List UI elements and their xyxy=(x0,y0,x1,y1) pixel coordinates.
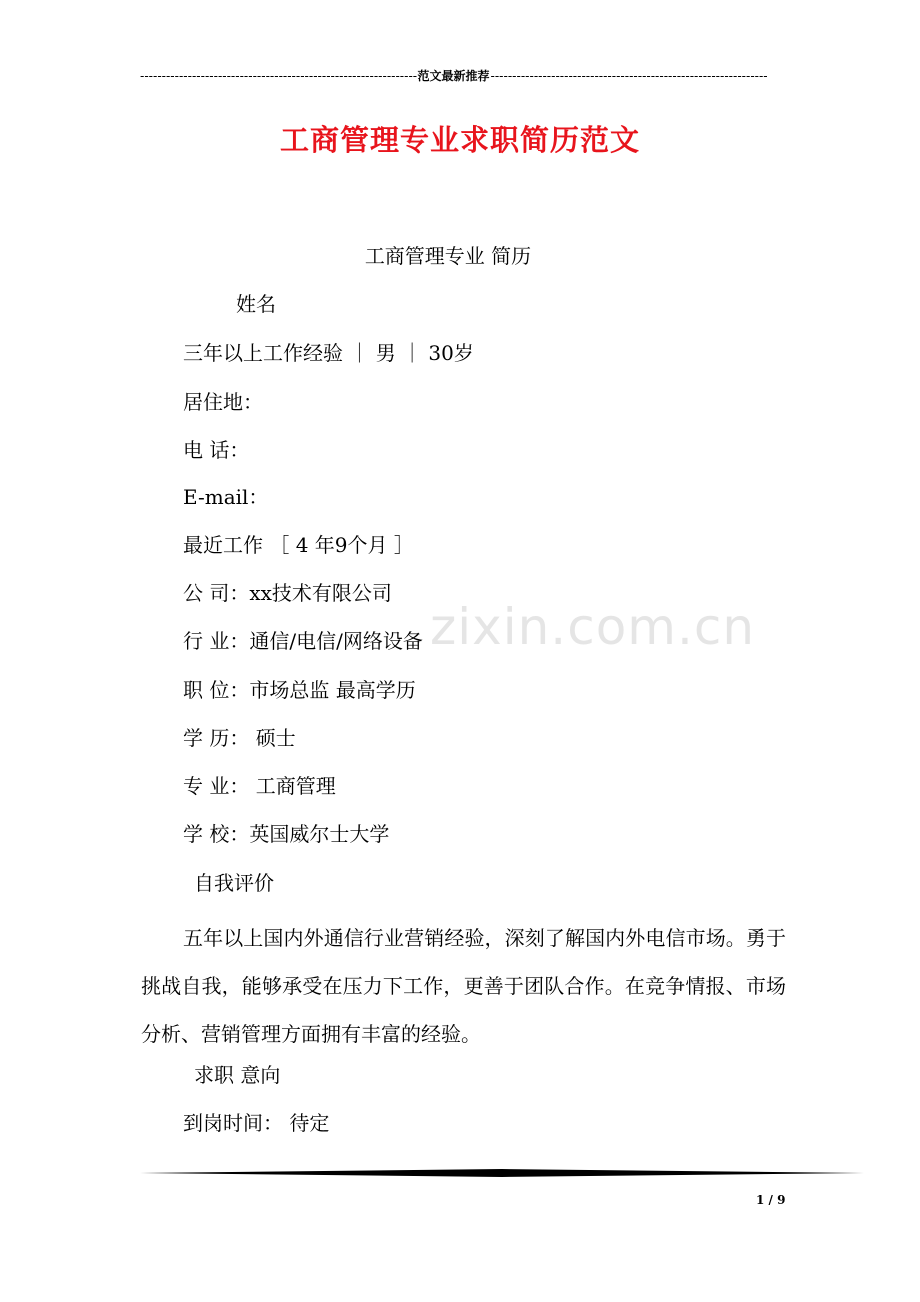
page-number: 1 / 9 xyxy=(756,1193,786,1207)
major-field: 专 业： 工商管理 xyxy=(183,774,336,798)
start-time-field: 到岗时间： 待定 xyxy=(183,1111,330,1135)
header-banner-text: 范文最新推荐 xyxy=(417,69,490,83)
company-field: 公 司：xx技术有限公司 xyxy=(183,581,392,605)
phone-label: 电 话： xyxy=(183,438,250,462)
watermark-logo: zixin.com.cn xyxy=(430,598,756,656)
degree-field: 学 历： 硕士 xyxy=(183,726,296,750)
footer-rule xyxy=(140,1168,864,1178)
intent-heading: 求职 意向 xyxy=(194,1063,281,1087)
residence-label: 居住地： xyxy=(183,390,263,414)
email-label: E-mail： xyxy=(183,485,269,509)
industry-field: 行 业：通信/电信/网络设备 xyxy=(183,629,423,653)
header-dash-left xyxy=(140,68,417,84)
recent-work: 最近工作 ［ 4 年9个月 ］ xyxy=(183,533,414,557)
position-field: 职 位：市场总监 最高学历 xyxy=(183,678,416,702)
document-title: 工商管理专业求职简历范文 xyxy=(279,123,640,157)
summary-line: 三年以上工作经验 ｜ 男 ｜ 30岁 xyxy=(183,341,474,365)
self-eval-paragraph: 五年以上国内外通信行业营销经验，深刻了解国内外电信市场。勇于挑战自我，能够承受在压力下工作，更善于团队合作。在竞争情报、市场分析、营销管理方面拥有丰富的经验。 xyxy=(141,926,786,1046)
resume-heading: 工商管理专业 简历 xyxy=(364,244,532,268)
school-field: 学 校：英国威尔士大学 xyxy=(183,822,390,846)
page-header xyxy=(140,68,767,84)
self-eval-heading: 自我评价 xyxy=(194,871,274,895)
header-dash-right xyxy=(491,68,767,84)
name-label: 姓名 xyxy=(236,292,276,316)
